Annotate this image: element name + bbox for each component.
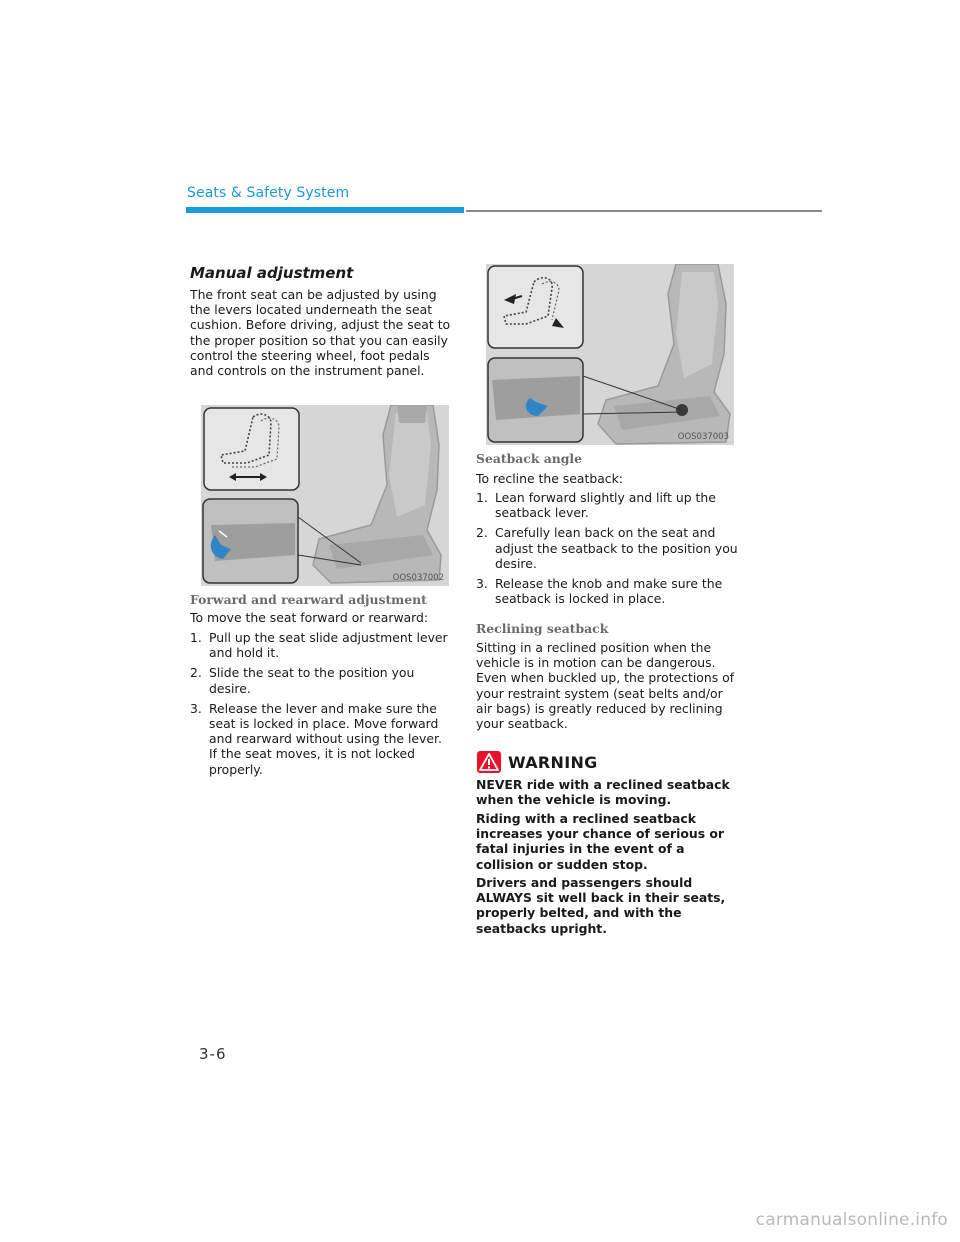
warning-paragraph-1: NEVER ride with a reclined seatback when the vehicle is moving. [476, 777, 730, 808]
figure-code: OOS037002 [392, 573, 444, 583]
list-item: 2. Slide the seat to the position you desire. [190, 665, 415, 696]
warning-paragraph-3: Drivers and passengers should ALWAYS sit well back in their seats, properly belted, and with the seatbacks upright. [476, 875, 726, 936]
seat-slide-illustration [201, 405, 449, 586]
list-item: 3. Release the knob and make sure the seatback is locked in place. [476, 576, 723, 607]
seatback-steps-list [476, 490, 738, 611]
forward-steps-list [190, 630, 452, 782]
section-title: Seats & Safety System [187, 185, 350, 201]
intro-paragraph: The front seat can be adjusted by using the levers located underneath the seat cushion. Before driving, adjust the seat to the proper position so that you can easily control the steering wheel, foot pedals and controls on the instrument panel. [190, 287, 451, 379]
header-accent-bar [186, 207, 464, 213]
header-rule [466, 210, 822, 212]
list-item: 2. Carefully lean back on the seat and adjust the seatback to the position you desire. [476, 525, 738, 571]
watermark: carmanualsonline.info [755, 1210, 948, 1230]
figure-seatback-angle [486, 264, 734, 445]
seatback-lead: To recline the seatback: [476, 471, 623, 486]
subheading-seatback-angle: Seatback angle [476, 451, 583, 466]
list-item: 1. Lean forward slightly and lift up the seatback lever. [476, 490, 716, 521]
subheading-reclining-seatback: Reclining seatback [476, 621, 609, 636]
seatback-illustration [486, 264, 734, 445]
warning-paragraph-2: Riding with a reclined seatback increases your chance of serious or fatal injuries in the event of a collision or sudden stop. [476, 811, 725, 872]
list-item: 3. Release the lever and make sure the seat is locked in place. Move forward and rearward without using the lever. If the seat moves, it is not locked properly. [190, 700, 442, 777]
warning-icon [477, 751, 501, 773]
page-number: 3-6 [199, 1045, 227, 1063]
warning-header [477, 751, 598, 773]
reclining-paragraph: Sitting in a reclined position when the vehicle is in motion can be dangerous. Even when buckled up, the protections of your restraint system (seat belts and/or air bags) is greatly reduced by reclining your seatback. [476, 640, 735, 732]
list-item: 1. Pull up the seat slide adjustment lever and hold it. [190, 630, 448, 661]
subheading-forward-rearward: Forward and rearward adjustment [190, 592, 427, 607]
figure-forward-rearward [201, 405, 449, 586]
figure-code: OOS037003 [677, 432, 729, 442]
heading-manual-adjustment: Manual adjustment [190, 264, 354, 282]
forward-lead: To move the seat forward or rearward: [190, 610, 429, 625]
warning-title: WARNING [508, 752, 598, 772]
